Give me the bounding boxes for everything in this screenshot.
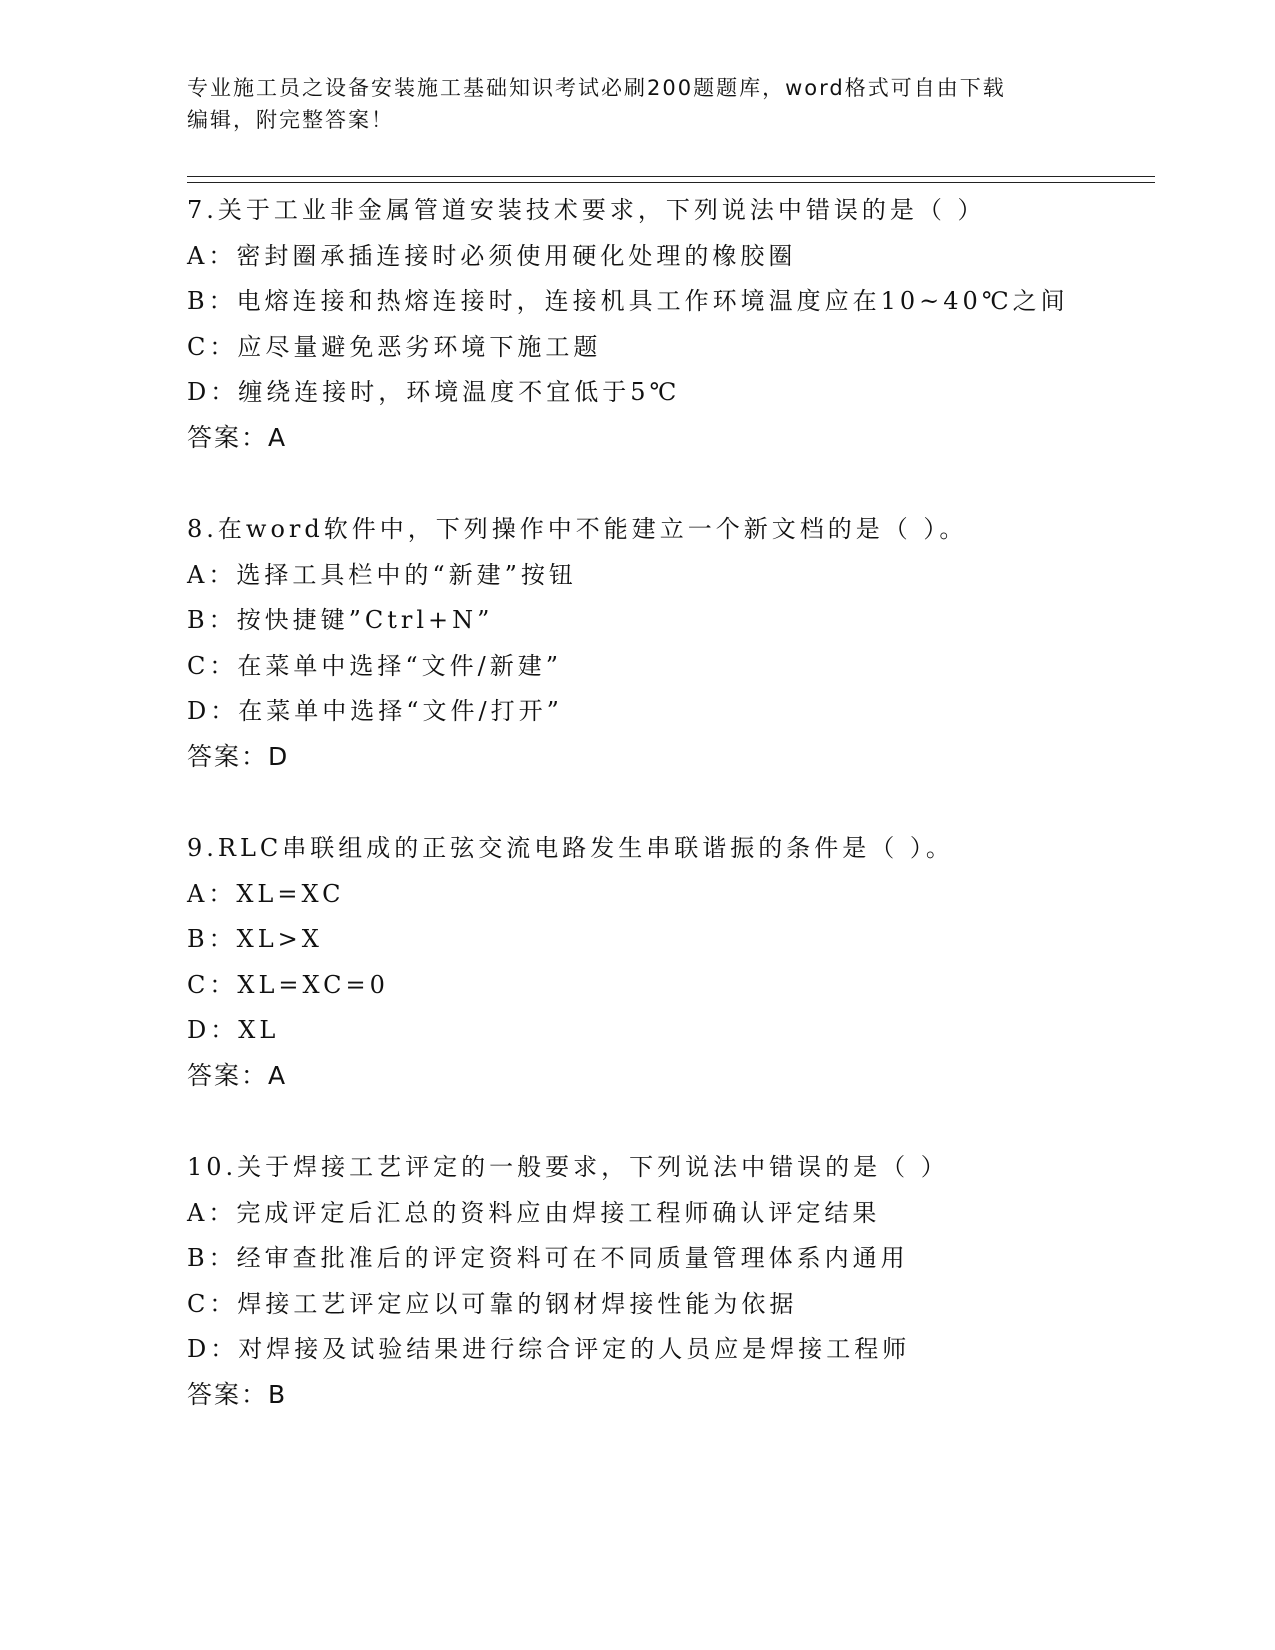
- option-a: A：XL=XC: [187, 879, 345, 908]
- answer: 答案：A: [187, 422, 288, 452]
- question-7: [187, 190, 1155, 463]
- option-b: B：XL>X: [187, 925, 323, 953]
- question-stem: 8.在word软件中，下列操作中不能建立一个新文档的是（ ）。: [187, 515, 968, 543]
- option-b: B：按快捷键”Ctrl+N”: [187, 606, 494, 634]
- option-c: C：应尽量避免恶劣环境下施工题: [187, 332, 602, 361]
- option-a: A：完成评定后汇总的资料应由焊接工程师确认评定结果: [187, 1198, 881, 1227]
- option-a: A：选择工具栏中的“新建”按钮: [187, 560, 577, 589]
- document-header: [187, 72, 1067, 136]
- header-line-2: 编辑，附完整答案！: [187, 108, 394, 132]
- header-divider-top: [187, 176, 1155, 177]
- option-c: C：XL=XC=0: [187, 970, 389, 999]
- option-d: D：XL: [187, 1016, 280, 1044]
- question-9: [187, 828, 1155, 1101]
- answer: 答案：B: [187, 1379, 288, 1409]
- question-stem: 9.RLC串联组成的正弦交流电路发生串联谐振的条件是（ ）。: [187, 834, 954, 862]
- option-c: C：焊接工艺评定应以可靠的钢材焊接性能为依据: [187, 1289, 798, 1318]
- option-d: D：在菜单中选择“文件/打开”: [187, 697, 563, 725]
- option-b: B：电熔连接和热熔连接时，连接机具工作环境温度应在10~40℃之间: [187, 287, 1069, 315]
- question-8: [187, 509, 1155, 782]
- header-divider-bottom: [187, 182, 1155, 183]
- header-line-1: 专业施工员之设备安装施工基础知识考试必刷200题题库，word格式可自由下载: [187, 76, 1006, 100]
- option-b: B：经审查批准后的评定资料可在不同质量管理体系内通用: [187, 1244, 909, 1272]
- option-c: C：在菜单中选择“文件/新建”: [187, 651, 562, 680]
- question-10: [187, 1147, 1155, 1420]
- question-stem: 10.关于焊接工艺评定的一般要求，下列说法中错误的是（ ）: [187, 1153, 949, 1181]
- answer: 答案：D: [187, 741, 290, 771]
- question-stem: 7.关于工业非金属管道安装技术要求，下列说法中错误的是（ ）: [187, 196, 986, 224]
- option-a: A：密封圈承插连接时必须使用硬化处理的橡胶圈: [187, 241, 797, 270]
- option-d: D：缠绕连接时，环境温度不宜低于5℃: [187, 378, 681, 406]
- option-d: D：对焊接及试验结果进行综合评定的人员应是焊接工程师: [187, 1335, 911, 1363]
- answer: 答案：A: [187, 1060, 288, 1090]
